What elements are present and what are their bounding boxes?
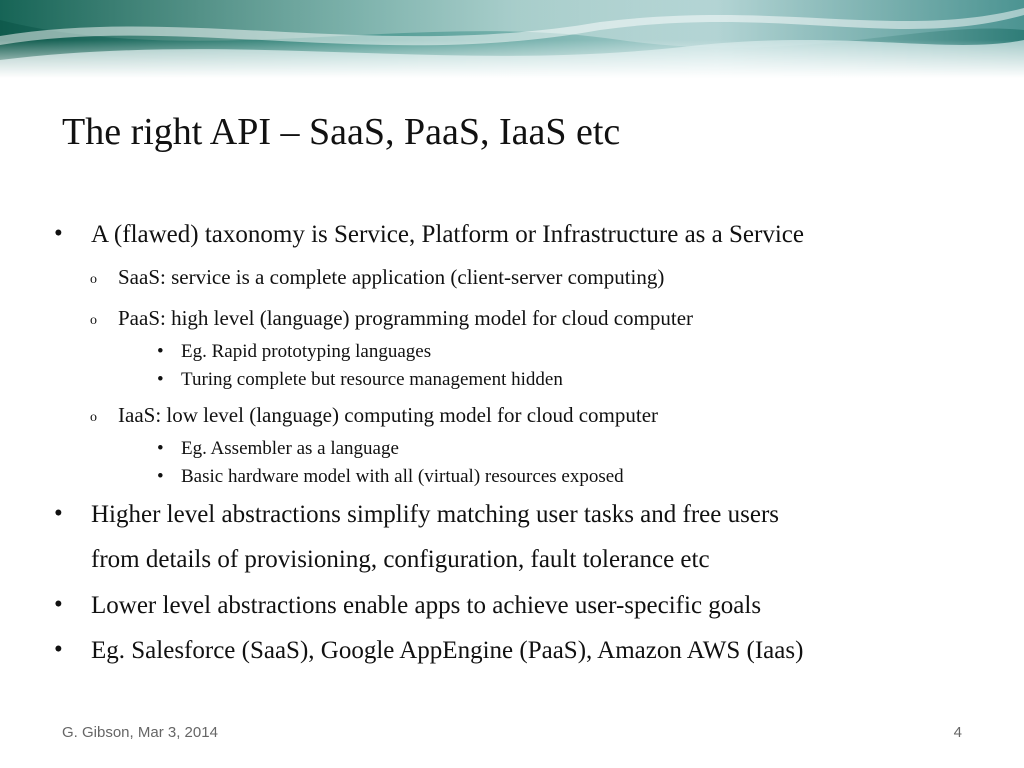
bullet-marker: • [54, 636, 63, 663]
sub-bullet-marker: o [90, 272, 97, 287]
sub-sub-bullet-marker: • [157, 466, 164, 487]
sub-bullet-paas: PaaS: high level (language) programming model for cloud computer [118, 306, 694, 330]
slide-title: The right API – SaaS, PaaS, IaaS etc [62, 111, 621, 153]
bullet-lower-level: Lower level abstractions enable apps to achieve user-specific goals [91, 592, 762, 619]
wave-decoration [0, 0, 1024, 78]
iaas-detail-1: Eg. Assembler as a language [181, 438, 399, 459]
footer-page-number: 4 [953, 724, 962, 741]
iaas-detail-2: Basic hardware model with all (virtual) resources exposed [181, 466, 624, 487]
header-banner [0, 0, 1024, 78]
bullet-marker: • [54, 591, 63, 618]
paas-detail-2: Turing complete but resource management hidden [181, 369, 563, 390]
bullet-higher-level-line1: Higher level abstractions simplify matching user tasks and free users [91, 501, 780, 528]
sub-bullet-marker: o [90, 313, 97, 328]
sub-bullet-iaas: IaaS: low level (language) computing model for cloud computer [118, 403, 659, 427]
sub-bullet-saas: SaaS: service is a complete application (client-server computing) [118, 265, 665, 289]
bullet-taxonomy: A (flawed) taxonomy is Service, Platform or Infrastructure as a Service [91, 221, 804, 248]
bullet-marker: • [54, 220, 63, 247]
paas-detail-1: Eg. Rapid prototyping languages [181, 341, 432, 362]
bullet-examples: Eg. Salesforce (SaaS), Google AppEngine (PaaS), Amazon AWS (Iaas) [91, 637, 804, 664]
sub-sub-bullet-marker: • [157, 438, 164, 459]
sub-sub-bullet-marker: • [157, 369, 164, 390]
sub-sub-bullet-marker: • [157, 341, 164, 362]
bullet-marker: • [54, 500, 63, 527]
sub-bullet-marker: o [90, 410, 97, 425]
footer-author-date: G. Gibson, Mar 3, 2014 [62, 724, 218, 741]
bullet-higher-level-line2: from details of provisioning, configuration, fault tolerance etc [91, 546, 710, 573]
